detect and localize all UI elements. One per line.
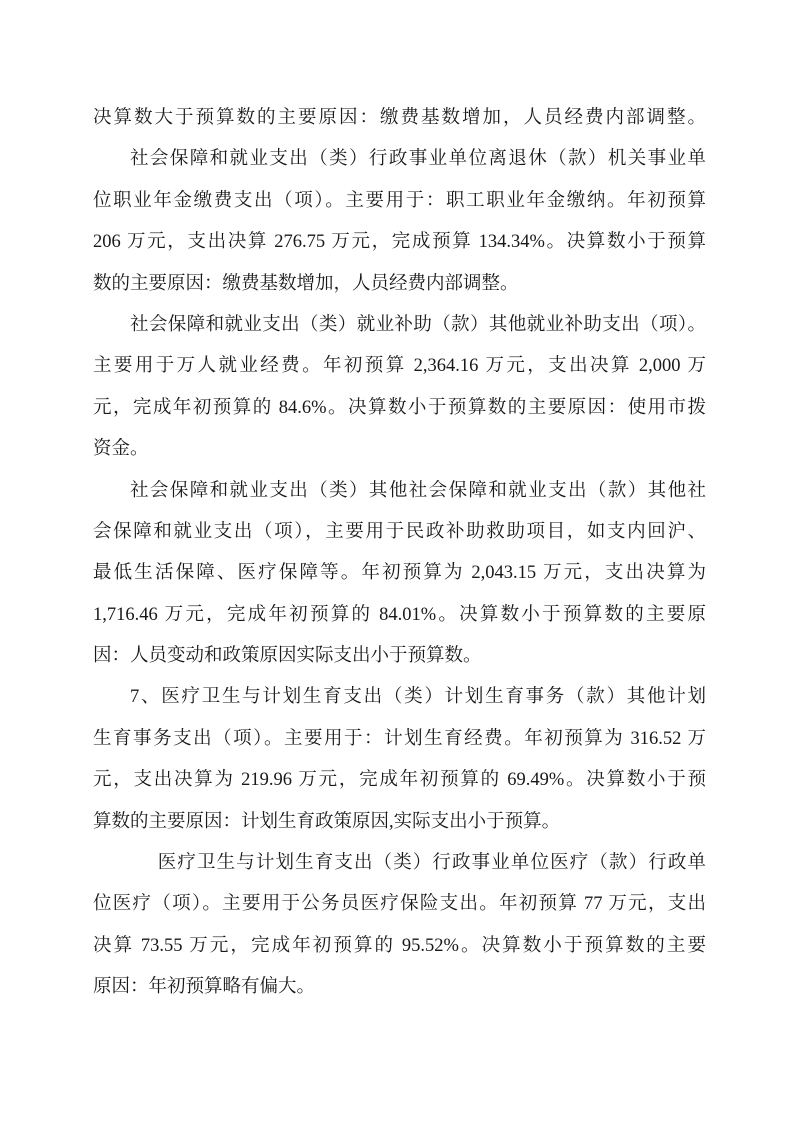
text-line: 社会保障和就业支出（类）行政事业单位离退休（款）机关事业单 bbox=[130, 149, 706, 170]
text-line: 资金。 bbox=[93, 439, 149, 460]
text-line: 医疗卫生与计划生育支出（类）行政事业单位医疗（款）行政单 bbox=[157, 853, 706, 874]
paragraph bbox=[93, 677, 706, 843]
text-line: 社会保障和就业支出（类）其他社会保障和就业支出（款）其他社 bbox=[130, 480, 706, 501]
text-line: 206 万元，支出决算 276.75 万元，完成预算 134.34%。决算数小于预算 bbox=[93, 232, 706, 253]
text-line: 位职业年金缴费支出（项）。主要用于：职工职业年金缴纳。年初预算 bbox=[93, 190, 706, 211]
text-line: 因：人员变动和政策原因实际支出小于预算数。 bbox=[93, 646, 482, 667]
text-line: 生育事务支出（项）。主要用于：计划生育经费。年初预算为 316.52 万 bbox=[93, 728, 706, 749]
text-line: 算数的主要原因：计划生育政策原因,实际支出小于预算。 bbox=[93, 811, 561, 832]
text-line: 决算数大于预算数的主要原因：缴费基数增加，人员经费内部调整。 bbox=[93, 108, 706, 128]
paragraph bbox=[93, 471, 706, 678]
text-line: 社会保障和就业支出（类）就业补助（款）其他就业补助支出（项）。 bbox=[130, 314, 706, 335]
text-line: 元，支出决算为 219.96 万元，完成年初预算的 69.49%。决算数小于预 bbox=[93, 770, 706, 791]
text-line: 最低生活保障、医疗保障等。年初预算为 2,043.15 万元，支出决算为 bbox=[93, 563, 706, 584]
text-line: 7、医疗卫生与计划生育支出（类）计划生育事务（款）其他计划 bbox=[130, 687, 706, 708]
text-line: 位医疗（项）。主要用于公务员医疗保险支出。年初预算 77 万元，支出 bbox=[93, 894, 706, 915]
paragraph bbox=[93, 843, 706, 1009]
text-line: 原因：年初预算略有偏大。 bbox=[93, 977, 316, 998]
paragraph bbox=[93, 139, 706, 305]
paragraph bbox=[93, 305, 706, 471]
text-line: 决算 73.55 万元，完成年初预算的 95.52%。决算数小于预算数的主要 bbox=[93, 935, 706, 956]
document-text-block bbox=[93, 98, 706, 1009]
text-line: 主要用于万人就业经费。年初预算 2,364.16 万元，支出决算 2,000 万 bbox=[93, 356, 706, 377]
text-line: 1,716.46 万元，完成年初预算的 84.01%。决算数小于预算数的主要原 bbox=[93, 604, 706, 625]
text-line: 会保障和就业支出（项），主要用于民政补助救助项目，如支内回沪、 bbox=[93, 521, 706, 542]
text-line: 元，完成年初预算的 84.6%。决算数小于预算数的主要原因：使用市拨 bbox=[93, 397, 706, 418]
text-line: 数的主要原因：缴费基数增加，人员经费内部调整。 bbox=[93, 273, 519, 294]
paragraph bbox=[93, 98, 706, 139]
